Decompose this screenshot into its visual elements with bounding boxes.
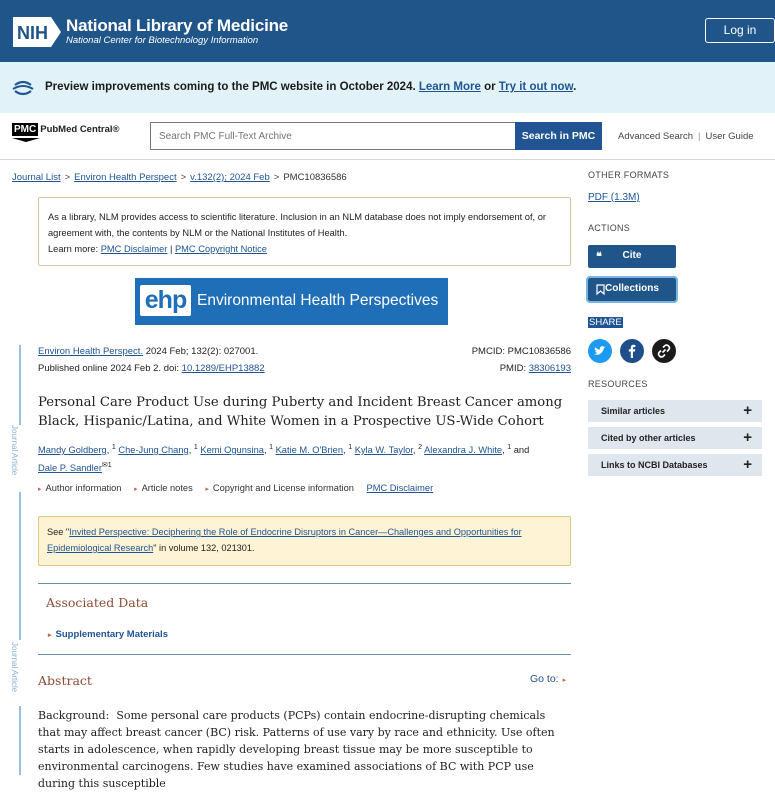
breadcrumb-current: PMC10836586 [283, 172, 347, 183]
expand-triangle-icon: ▸ [134, 486, 138, 493]
svg-text:NIH: NIH [17, 23, 48, 43]
plus-icon: + [743, 456, 752, 473]
disclaimer-learn-more [48, 241, 560, 257]
login-button[interactable]: Log in [705, 18, 775, 43]
resource-label: Cited by other articles [601, 433, 696, 443]
expand-triangle-icon: ▸ [48, 632, 52, 639]
cite-label: Cite [622, 250, 642, 261]
article-info-links [38, 483, 433, 493]
associated-data-heading: Associated Data [46, 595, 149, 610]
article-rail-line [19, 706, 21, 775]
author-affil: 1 [269, 444, 274, 451]
pmc-copyright-link[interactable]: PMC Copyright Notice [174, 244, 267, 254]
pdf-link[interactable]: PDF (1.3M) [588, 192, 640, 203]
pmc-logo[interactable] [12, 123, 120, 136]
facebook-icon[interactable] [620, 339, 644, 363]
abstract-heading: Abstract [38, 673, 92, 688]
author-link[interactable]: Katie M. O'Brien [275, 445, 344, 456]
search-button[interactable]: Search in PMC [515, 122, 602, 150]
plus-icon: + [743, 402, 752, 419]
journal-article-label: Journal Article [10, 425, 19, 476]
journal-logo[interactable] [135, 278, 448, 325]
abstract-background-text: Some personal care products (PCPs) contain endocrine-disrupting chemicals that may affect breast cancer (BC) risk. Patterns of use vary by race and ethnicity. Use often starts in adolescence, when rapidly developing breast tissue may be more susceptible to environmental carcinogens. Few studies have examined associations of BC with PCP use during this susceptible [38, 709, 555, 790]
refresh-arrows-icon [12, 78, 34, 98]
nlm-disclaimer-box [38, 197, 571, 266]
collections-label: Collections [605, 283, 659, 294]
plus-icon: + [743, 429, 752, 446]
pmc-logo-text: PubMed Central® [40, 124, 120, 135]
citation-line [38, 346, 258, 357]
breadcrumb-issue[interactable]: v.132(2); 2024 Feb [190, 172, 270, 183]
journal-link[interactable]: Environ Health Perspect. [38, 346, 144, 357]
goto-label: Go to: [530, 673, 559, 685]
pmc-logo-box: PMC [14, 124, 37, 135]
author-affil: 2 [418, 444, 422, 451]
actions-heading: ACTIONS [588, 223, 631, 233]
supplementary-label: Supplementary Materials [55, 629, 168, 640]
ncbi-links-toggle[interactable] [588, 454, 762, 476]
author-link[interactable]: Kemi Ogunsina [200, 445, 264, 456]
breadcrumb [12, 172, 347, 183]
site-title[interactable]: National Library of Medicine [66, 16, 289, 35]
banner-message: Preview improvements coming to the PMC website in October 2024. [45, 81, 416, 93]
share-heading: SHARE [589, 317, 622, 328]
pmid-label: PMID: [499, 363, 527, 374]
try-it-out-link[interactable]: Try it out now [498, 81, 574, 93]
disclaimer-sep: | [169, 244, 173, 254]
goto-menu[interactable] [530, 673, 566, 685]
email-icon[interactable]: ✉ [101, 462, 108, 470]
nih-header [0, 0, 775, 62]
published-line [38, 363, 265, 374]
author-link[interactable]: Che-Jung Chang [118, 445, 189, 456]
disclaimer-text: As a library, NLM provides access to scientific literature. Inclusion in an NLM database does not imply endorsement of, or agreement with, the contents by NLM or the National Institutes of Health. [48, 212, 546, 238]
resources-heading: RESOURCES [588, 379, 648, 389]
resource-label: Links to NCBI Databases [601, 460, 708, 470]
author-link[interactable]: Dale P. Sandler [38, 463, 102, 474]
author-affil: 1 [507, 444, 512, 451]
pmc-search-bar [0, 113, 775, 160]
similar-articles-toggle[interactable] [588, 400, 762, 422]
abstract-text [38, 707, 571, 792]
pmid-link[interactable]: 38306193 [528, 363, 571, 374]
see-prefix: See " [47, 527, 70, 537]
banner-end: . [573, 81, 577, 93]
article-title: Personal Care Product Use during Puberty and Incident Breast Cancer among Black, Hispanic/Latina, and White Women in a Prospective US-Wide Cohort [38, 395, 563, 429]
journal-article-label: Journal Article [10, 642, 19, 693]
learn-more-link[interactable]: Learn More [418, 81, 481, 93]
section-divider [38, 654, 571, 655]
author-and: and [513, 445, 530, 456]
article-rail-line [19, 492, 21, 640]
pmc-logo-arrow-icon [12, 138, 40, 142]
banner-text [45, 81, 576, 93]
resource-label: Similar articles [601, 406, 666, 416]
link-separator: | [698, 131, 701, 142]
advanced-search-link[interactable]: Advanced Search [618, 131, 693, 142]
article-notes-toggle[interactable]: Article notes [141, 483, 193, 493]
breadcrumb-sep: > [64, 172, 71, 183]
author-link[interactable]: Alexandra J. White [424, 445, 503, 456]
preview-banner [0, 62, 775, 113]
ehp-mark: ehp [140, 285, 191, 316]
quote-icon: ❝ [596, 251, 602, 263]
abstract-background-label: Background: [38, 709, 110, 722]
pmcid: PMCID: PMC10836586 [471, 346, 571, 357]
expand-triangle-icon: ▸ [205, 486, 209, 493]
section-divider [38, 583, 571, 584]
copyright-license-toggle[interactable]: Copyright and License information [212, 483, 354, 493]
author-information-toggle[interactable]: Author information [45, 483, 122, 493]
goto-triangle-icon: ▸ [562, 677, 567, 684]
banner-or: or [484, 81, 496, 93]
citation-date: 2024 Feb; 132(2): 027001. [145, 346, 259, 357]
supplementary-materials-toggle[interactable] [48, 629, 168, 640]
link-icon[interactable] [652, 339, 676, 363]
related-article-notice [38, 516, 571, 566]
breadcrumb-journal[interactable]: Environ Health Perspect [74, 172, 177, 183]
author-affil: 1 [348, 444, 353, 451]
breadcrumb-journal-list[interactable]: Journal List [12, 172, 61, 183]
other-formats-heading: OTHER FORMATS [588, 170, 670, 180]
user-guide-link[interactable]: User Guide [705, 131, 754, 142]
published-label: Published online 2024 Feb 2. doi: [38, 363, 180, 374]
twitter-icon[interactable] [588, 339, 612, 363]
article-pmc-disclaimer-link[interactable]: PMC Disclaimer [366, 483, 434, 493]
expand-triangle-icon: ▸ [38, 486, 42, 493]
author-affil: 1 [193, 444, 198, 451]
collections-button[interactable] [588, 278, 676, 301]
breadcrumb-sep: > [273, 172, 280, 183]
pmid-line [500, 363, 571, 374]
author-link[interactable]: Kyla W. Taylor [354, 445, 413, 456]
cited-by-toggle[interactable] [588, 427, 762, 449]
search-links [618, 131, 754, 142]
breadcrumb-sep: > [180, 172, 187, 183]
cite-button[interactable] [588, 245, 676, 268]
article-rail-line [19, 345, 21, 425]
site-subtitle: National Center for Biotechnology Information [66, 35, 259, 46]
author-list: Mandy Goldberg, $^1$ Che-Jung Chang, $^1$ Kemi Ogunsina, $^1$ Katie M. O'Brien, $^1$ Kyla W. Taylor, $^2$ Alexandra J. White, $^1$ and Dale P. Sandler$^{✉1}$ [38, 444, 530, 474]
search-input[interactable] [150, 122, 516, 150]
author-affil: 1 [111, 444, 116, 451]
pmc-disclaimer-link[interactable]: PMC Disclaimer [100, 244, 168, 254]
disclaimer-learn-label: Learn more: [48, 244, 99, 254]
see-suffix: " in volume 132, 021301. [153, 543, 255, 553]
invited-perspective-link[interactable]: Invited Perspective: Deciphering the Role of Endocrine Disruptors in Cancer—Challenges and Opportunities for Epidemiological Research [47, 527, 522, 553]
ehp-logo-text: Environmental Health Perspectives [197, 292, 439, 309]
nih-logo-icon[interactable] [13, 17, 61, 47]
doi-link[interactable]: 10.1289/EHP13882 [181, 363, 265, 374]
author-affil: 1 [107, 462, 112, 470]
author-link[interactable]: Mandy Goldberg [38, 445, 107, 456]
